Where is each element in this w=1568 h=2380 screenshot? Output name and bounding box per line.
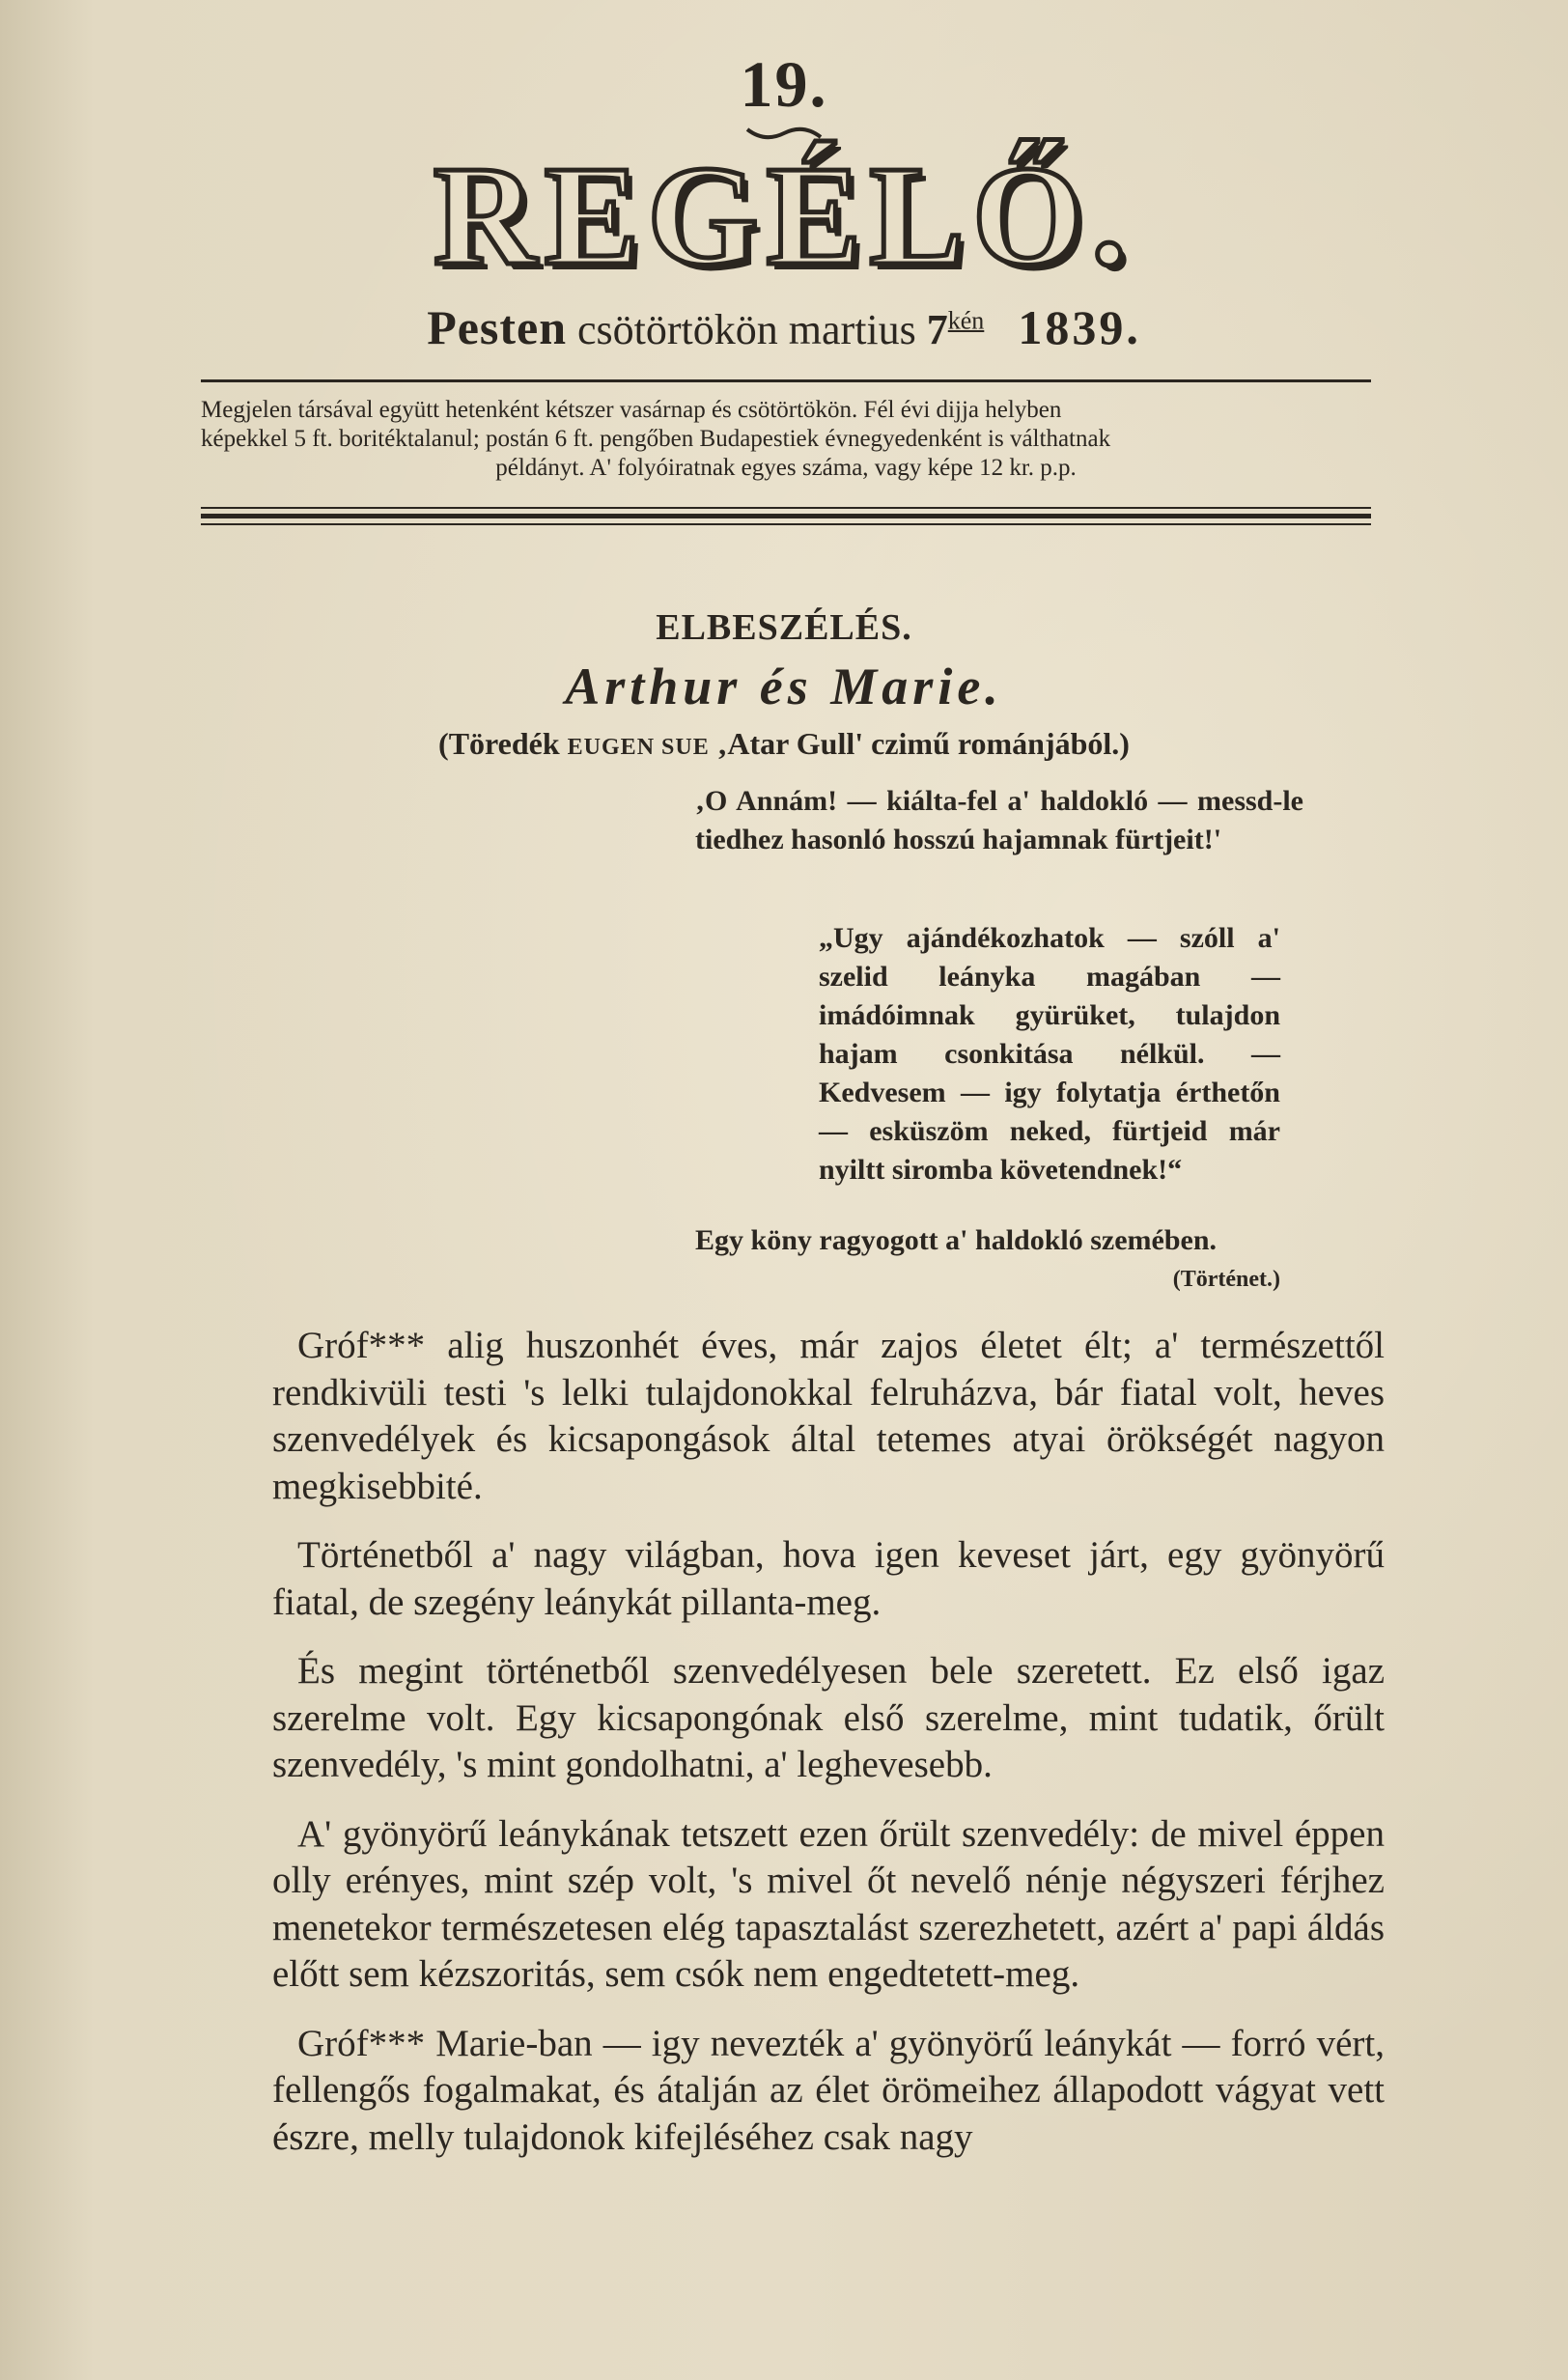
dateline-day: 7 (926, 306, 948, 353)
subtitle-prefix: (Töredék (438, 726, 560, 761)
issue-number: 19. (740, 47, 828, 121)
section-heading: ELBESZÉLÉS. (656, 607, 912, 648)
header-rule (201, 379, 1371, 382)
subtitle-suffix: ‚Atar Gull' czimű románjából.) (716, 726, 1130, 761)
subscription-line: példányt. A' folyóiratnak egyes száma, vagy képe 12 kr. p.p. (495, 455, 1077, 481)
separator-rule (201, 523, 1371, 525)
epigraph-part-1 (695, 782, 1303, 859)
dateline (0, 299, 1568, 355)
subtitle-author: EUGEN SUE (567, 735, 710, 760)
epigraph-part-2 (819, 919, 1280, 1190)
paragraph: Gróf*** Marie-ban — igy nevezték a' gyönyörű leánykát — forró vért, fellengős fogalmakat, és átalján az élet örömeihez állapodott vágyat vett észre, melly tulajdonok kifejléséhez csak nagy (272, 2022, 1385, 2158)
paragraph: Történetből a' nagy világban, hova igen keveset járt, egy gyönyörű fiatal, de szegény leánykát pillanta-meg. (272, 1534, 1385, 1623)
dateline-day-suffix: kén (947, 306, 985, 335)
separator-rule (201, 514, 1371, 518)
story-body (272, 1323, 1385, 2183)
epigraph-part-3 (695, 1221, 1280, 1299)
epigraph-text: Egy köny ragyogott a' haldokló szemében. (695, 1224, 1218, 1256)
dateline-city: Pesten (427, 300, 568, 354)
dateline-weekday-month: csötörtökön martius (577, 306, 916, 353)
dateline-year: 1839. (1018, 300, 1141, 354)
story-subtitle (0, 726, 1568, 762)
subscription-notice (201, 396, 1371, 483)
masthead-title: REGÉLŐ. (433, 137, 1135, 295)
epigraph-source: (Történet.) (1172, 1267, 1280, 1292)
paragraph: Gróf*** alig huszonhét éves, már zajos életet élt; a' természettől rendkivüli testi 's lelki tulajdonokkal felruházva, bár fiatal volt, heves szenvedélyek és kicsapongások által tetemes atyai örökségét nagyon megkisebbité. (272, 1325, 1385, 1507)
paragraph: És megint történetből szenvedélyesen bele szeretett. Ez első igaz szerelme volt. Egy kicsapongónak első szerelme, mint tudatik, őrült szenvedély, 's mint gondolhatni, a' leghevesebb. (272, 1650, 1385, 1785)
subscription-line: képekkel 5 ft. boritéktalanul; postán 6 ft. pengőben Budapestiek évnegyedenként is válthatnak (201, 426, 1111, 452)
epigraph-text: ‚O Annám! — kiálta-fel a' haldokló — messd-le tiedhez hasonló hosszú hajamnak fürtjeit!' (695, 785, 1303, 855)
story-title: Arthur és Marie. (565, 658, 1003, 715)
subscription-line: Megjelen társával együtt hetenként kétszer vasárnap és csötörtökön. Fél évi dijja helyben (201, 397, 1062, 423)
epigraph-text: „Ugy ajándékozhatok — szóll a' szelid leányka magában — imádóimnak gyürüket, tulajdon hajam csonkitása nélkül. — Kedvesem — igy folytatja érthetőn — esküszöm neked, fürtjeid már nyiltt siromba követendnek!“ (819, 922, 1280, 1186)
paragraph: A' gyönyörű leánykának tetszett ezen őrült szenvedély: de mivel éppen olly erényes, mint szép volt, 's mivel őt nevelő nénje négyszeri férjhez menetekor természetesen elég tapasztalást szerezhetett, azért a' papi áldás előtt sem kézszoritás, sem csók nem engedtetett-meg. (272, 1812, 1385, 1995)
separator-rule (201, 507, 1371, 509)
